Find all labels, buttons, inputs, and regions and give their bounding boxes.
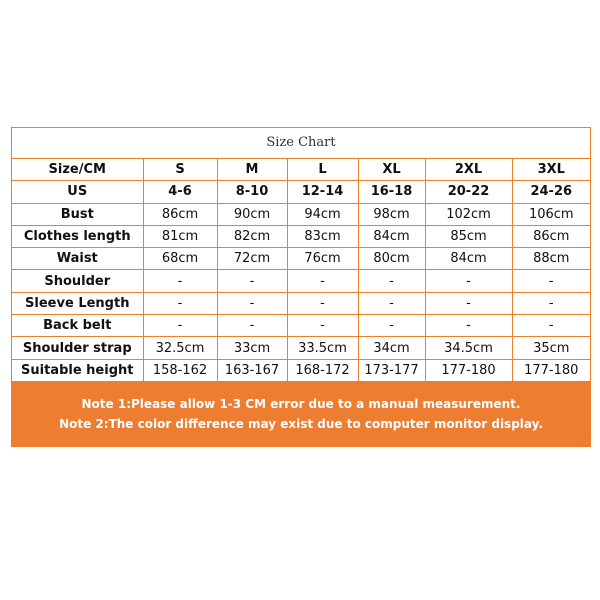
size-chart <box>11 127 591 447</box>
table-cell: - <box>425 315 512 337</box>
table-cell: 94cm <box>287 203 358 225</box>
table-cell: 34.5cm <box>425 337 512 359</box>
table-cell: - <box>358 292 425 314</box>
row-label: Suitable height <box>12 359 143 381</box>
table-cell: 24-26 <box>512 181 590 203</box>
table-cell: 81cm <box>143 225 217 247</box>
table-cell: 168-172 <box>287 359 358 381</box>
table-cell: 177-180 <box>512 359 590 381</box>
table-row <box>12 203 590 225</box>
table-row <box>12 270 590 292</box>
table-cell: 98cm <box>358 203 425 225</box>
table-cell: - <box>358 315 425 337</box>
table-cell: - <box>425 270 512 292</box>
table-cell: - <box>287 270 358 292</box>
table-cell: 84cm <box>425 248 512 270</box>
table-cell: 34cm <box>358 337 425 359</box>
table-cell: - <box>217 315 287 337</box>
table-cell: - <box>512 270 590 292</box>
table-cell: - <box>217 292 287 314</box>
table-cell: 32.5cm <box>143 337 217 359</box>
table-cell: 106cm <box>512 203 590 225</box>
table-cell: - <box>512 315 590 337</box>
header-cell: Size/CM <box>12 159 143 181</box>
table-cell: - <box>143 270 217 292</box>
table-cell: 33.5cm <box>287 337 358 359</box>
table-cell: 86cm <box>512 225 590 247</box>
row-label: Shoulder strap <box>12 337 143 359</box>
table-row <box>12 292 590 314</box>
table-cell: 20-22 <box>425 181 512 203</box>
row-label: US <box>12 181 143 203</box>
table-cell: 84cm <box>358 225 425 247</box>
table-row <box>12 359 590 381</box>
table-cell: 72cm <box>217 248 287 270</box>
table-cell: 8-10 <box>217 181 287 203</box>
size-table <box>12 159 590 382</box>
table-cell: 173-177 <box>358 359 425 381</box>
header-cell: L <box>287 159 358 181</box>
table-cell: 33cm <box>217 337 287 359</box>
table-cell: - <box>287 315 358 337</box>
header-cell: S <box>143 159 217 181</box>
table-cell: 35cm <box>512 337 590 359</box>
notes-banner <box>12 382 590 446</box>
table-cell: 76cm <box>287 248 358 270</box>
table-row <box>12 337 590 359</box>
row-label: Shoulder <box>12 270 143 292</box>
table-cell: 163-167 <box>217 359 287 381</box>
table-row <box>12 248 590 270</box>
table-cell: - <box>143 292 217 314</box>
table-cell: - <box>358 270 425 292</box>
row-label: Sleeve Length <box>12 292 143 314</box>
table-cell: - <box>287 292 358 314</box>
table-row <box>12 225 590 247</box>
table-cell: - <box>143 315 217 337</box>
table-cell: 16-18 <box>358 181 425 203</box>
row-label: Bust <box>12 203 143 225</box>
table-cell: 4-6 <box>143 181 217 203</box>
row-label: Clothes length <box>12 225 143 247</box>
header-cell: 3XL <box>512 159 590 181</box>
header-cell: 2XL <box>425 159 512 181</box>
table-cell: 82cm <box>217 225 287 247</box>
table-cell: 90cm <box>217 203 287 225</box>
header-cell: M <box>217 159 287 181</box>
table-row <box>12 315 590 337</box>
table-cell: 85cm <box>425 225 512 247</box>
table-cell: - <box>512 292 590 314</box>
table-cell: - <box>425 292 512 314</box>
table-cell: - <box>217 270 287 292</box>
table-cell: 80cm <box>358 248 425 270</box>
header-cell: XL <box>358 159 425 181</box>
note-2: Note 2:The color difference may exist due to computer monitor display. <box>59 416 543 431</box>
table-cell: 177-180 <box>425 359 512 381</box>
row-label: Waist <box>12 248 143 270</box>
table-header-row <box>12 159 590 181</box>
table-cell: 102cm <box>425 203 512 225</box>
table-cell: 68cm <box>143 248 217 270</box>
table-row <box>12 181 590 203</box>
row-label: Back belt <box>12 315 143 337</box>
table-cell: 83cm <box>287 225 358 247</box>
note-1: Note 1:Please allow 1-3 CM error due to a manual measurement. <box>81 396 521 411</box>
table-cell: 88cm <box>512 248 590 270</box>
chart-title: Size Chart <box>12 128 590 159</box>
table-cell: 86cm <box>143 203 217 225</box>
table-cell: 12-14 <box>287 181 358 203</box>
table-cell: 158-162 <box>143 359 217 381</box>
